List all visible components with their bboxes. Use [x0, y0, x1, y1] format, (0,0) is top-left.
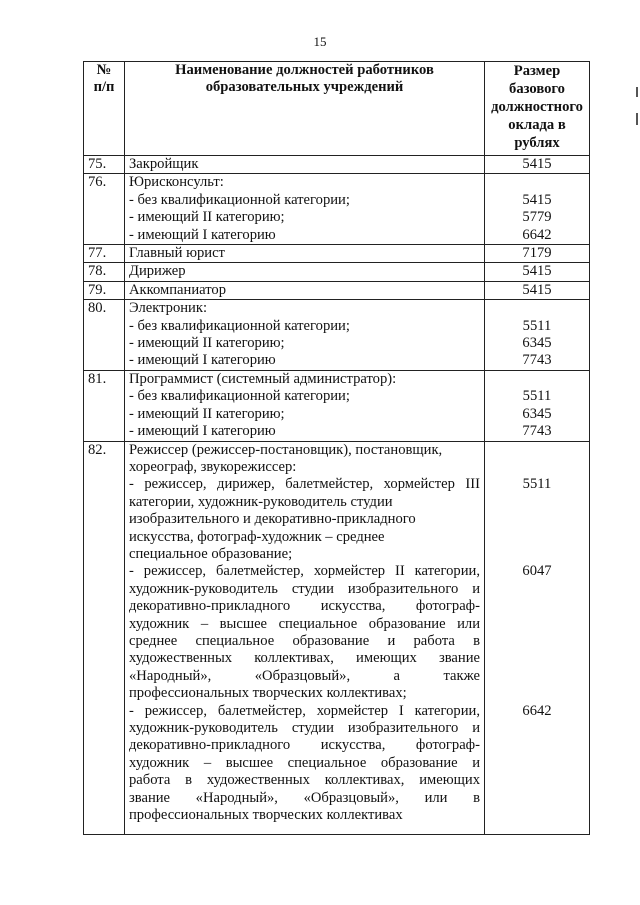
row-salary [485, 441, 590, 834]
row-number: 79. [84, 281, 125, 299]
row-title [125, 281, 485, 299]
row-salary [485, 156, 590, 174]
row-line: художник – высшее специальное образование и [129, 754, 480, 771]
row-line: декоративно-прикладного искусства, фотограф- [129, 598, 480, 615]
row-line: категории, художник-руководитель студии [129, 493, 393, 510]
row-line: художественных коллективах, имеющих звание [129, 650, 480, 667]
row-title [125, 174, 485, 245]
row-title [125, 245, 485, 263]
header-salary-line: должностного [491, 99, 583, 115]
salary-value: 5415 [522, 191, 552, 208]
row-title [125, 300, 485, 371]
header-title-line: образовательных учреждений [205, 79, 404, 96]
row-line: среднее специальное образование и работа в [129, 632, 480, 649]
row-title [125, 156, 485, 174]
table-row [84, 156, 590, 174]
row-line: - имеющий II категорию; [129, 405, 285, 422]
salary-value: 6345 [522, 405, 552, 422]
salary-value: 6345 [522, 335, 552, 352]
header-salary-line: оклада в [508, 117, 566, 133]
row-line: художник – высшее специальное образование или [129, 615, 480, 632]
row-line: - имеющий II категорию; [129, 209, 285, 226]
row-line: специальное образование; [129, 545, 293, 562]
table-row [84, 174, 590, 245]
row-title [125, 263, 485, 281]
salary-value: 5779 [522, 209, 552, 226]
header-salary-line: базового [509, 81, 565, 97]
row-title [125, 441, 485, 834]
row-salary [485, 174, 590, 245]
row-line: - без квалификационной категории; [129, 388, 350, 405]
row-line: Юрисконсульт: [129, 174, 224, 191]
header-number-line: п/п [93, 79, 115, 96]
row-line: - имеющий I категорию [129, 226, 276, 243]
row-line: - имеющий I категорию [129, 423, 276, 440]
row-number: 81. [84, 370, 125, 441]
row-line: - имеющий II категорию; [129, 335, 285, 352]
row-number: 75. [84, 156, 125, 174]
row-salary [485, 245, 590, 263]
row-line: «Народный», «Образцовый», а также [129, 667, 480, 684]
header-title [125, 62, 485, 156]
row-line: Программист (системный администратор): [129, 370, 397, 387]
row-line: изобразительного и декоративно-прикладного [129, 511, 416, 528]
row-line: профессиональных творческих коллективах [129, 807, 403, 824]
table-row [84, 281, 590, 299]
row-salary [485, 300, 590, 371]
row-line: работа в художественных коллективах, имеющих [129, 772, 480, 789]
margin-mark [636, 113, 638, 125]
salary-value [489, 300, 585, 317]
row-line: декоративно-прикладного искусства, фотограф- [129, 737, 480, 754]
row-line: Режиссер (режиссер-постановщик), постановщик, [129, 441, 443, 458]
row-line: Аккомпаниатор [129, 281, 227, 298]
row-line: звание «Народный», «Образцовый», или в [129, 789, 480, 806]
header-title-line: Наименование должностей работников [175, 62, 434, 78]
salary-value [489, 371, 585, 388]
table-row [84, 370, 590, 441]
margin-mark [636, 87, 638, 97]
row-line: художник-руководитель студии изобразительного и [129, 720, 480, 736]
salary-value: 7179 [522, 245, 552, 262]
row-line: - режиссер, балетмейстер, хормейстер II категории, [129, 563, 480, 580]
row-salary [485, 370, 590, 441]
salary-value: 7743 [522, 423, 552, 440]
row-line: Главный юрист [129, 245, 225, 262]
header-salary-line: рублях [514, 135, 560, 151]
row-salary [485, 263, 590, 281]
salary-value: 5415 [522, 263, 552, 280]
header-number [84, 62, 125, 156]
table-row [84, 300, 590, 371]
row-line: - имеющий I категорию [129, 352, 276, 369]
header-salary-line: Размер [513, 63, 561, 79]
table-row [84, 245, 590, 263]
salary-value: 5511 [522, 388, 552, 405]
header-salary [485, 62, 590, 156]
row-number: 80. [84, 300, 125, 371]
row-line: - без квалификационной категории; [129, 191, 350, 208]
table-header-row [84, 62, 590, 156]
salary-value: 7743 [522, 352, 552, 369]
row-line: профессиональных творческих коллективах; [129, 685, 407, 702]
row-title [125, 370, 485, 441]
salary-value: 6642 [522, 226, 552, 243]
salary-value [489, 174, 585, 191]
table-row [84, 263, 590, 281]
salary-value: 5511 [522, 476, 552, 493]
salary-table [83, 61, 590, 835]
row-salary [485, 281, 590, 299]
header-number-line: № [96, 62, 112, 78]
row-line: художник-руководитель студии изобразительного и [129, 580, 480, 597]
row-line: Закройщик [129, 156, 199, 172]
row-line: хореограф, звукорежиссер: [129, 458, 297, 475]
row-line: - режиссер, дирижер, балетмейстер, хормейстер III [129, 476, 480, 493]
row-line: искусства, фотограф-художник – среднее [129, 528, 385, 545]
salary-value: 6047 [522, 563, 552, 580]
row-number: 78. [84, 263, 125, 281]
page-number: 15 [313, 34, 327, 49]
row-number: 82. [84, 441, 125, 834]
salary-value: 5415 [522, 281, 552, 298]
row-number: 77. [84, 245, 125, 263]
row-line: - без квалификационной категории; [129, 317, 350, 334]
row-line: Электроник: [129, 300, 208, 317]
row-line: - режиссер, балетмейстер, хормейстер I категории, [129, 702, 480, 719]
table-row [84, 441, 590, 834]
salary-value: 5511 [522, 317, 552, 334]
salary-value: 5415 [522, 156, 552, 172]
salary-value: 6642 [522, 702, 552, 719]
row-number: 76. [84, 174, 125, 245]
row-line: Дирижер [129, 263, 186, 280]
